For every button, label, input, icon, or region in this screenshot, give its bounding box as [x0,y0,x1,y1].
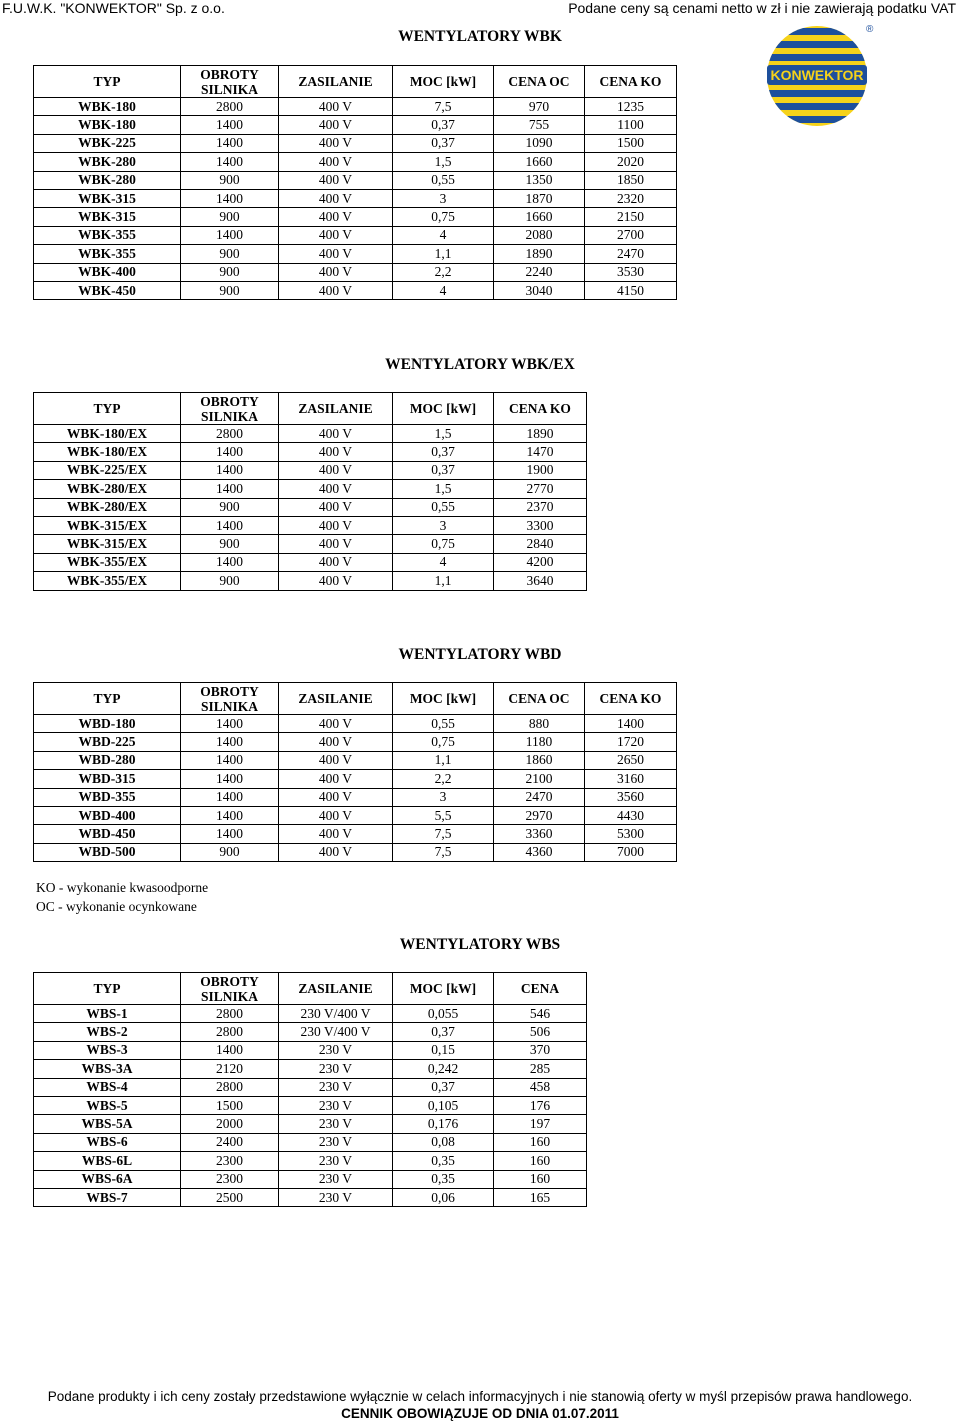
type-cell: WBS-1 [34,1005,181,1023]
value-cell: 2020 [585,153,677,171]
type-cell: WBS-7 [34,1188,181,1206]
value-cell: 4150 [585,281,677,299]
value-cell: 0,75 [393,733,494,751]
value-cell: 2400 [181,1133,279,1151]
table-row [34,498,587,516]
value-cell: 0,06 [393,1188,494,1206]
value-cell: 400 V [279,443,393,461]
value-cell: 3 [393,788,494,806]
type-cell: WBK-280 [34,153,181,171]
value-cell: 1100 [585,116,677,134]
value-cell: 197 [494,1115,587,1133]
value-cell: 400 V [279,263,393,281]
value-cell: 3530 [585,263,677,281]
price-note: Podane ceny są cenami netto w zł i nie zawierają podatku VAT [568,0,956,16]
value-cell: 900 [181,208,279,226]
value-cell: 230 V/400 V [279,1005,393,1023]
value-cell: 506 [494,1023,587,1041]
value-cell: 2100 [494,770,585,788]
column-header: TYP [34,393,181,425]
value-cell: 3360 [494,825,585,843]
column-header: CENA KO [585,66,677,98]
value-cell: 4 [393,226,494,244]
table-row [34,480,587,498]
table-row [34,461,587,479]
table-row [34,226,677,244]
company-name: F.U.W.K. "KONWEKTOR" Sp. z o.o. [2,0,225,16]
type-cell: WBK-225/EX [34,461,181,479]
value-cell: 400 V [279,843,393,861]
table-row [34,1115,587,1133]
column-header: CENA OC [494,683,585,715]
value-cell: 3 [393,516,494,534]
value-cell: 2650 [585,751,677,769]
value-cell: 1500 [585,134,677,152]
table-row [34,263,677,281]
value-cell: 230 V [279,1152,393,1170]
table-row [34,134,677,152]
value-cell: 230 V [279,1115,393,1133]
column-header: MOC [kW] [393,683,494,715]
value-cell: 400 V [279,171,393,189]
table-row [34,516,587,534]
value-cell: 400 V [279,116,393,134]
value-cell: 1860 [494,751,585,769]
value-cell: 2320 [585,189,677,207]
table-row [34,770,677,788]
type-cell: WBS-2 [34,1023,181,1041]
table-row [34,281,677,299]
price-table-wbk [33,65,677,300]
table-row [34,535,587,553]
table-row [34,425,587,443]
table-row [34,153,677,171]
value-cell: 880 [494,715,585,733]
type-cell: WBK-355/EX [34,553,181,571]
table-row [34,715,677,733]
table-row [34,733,677,751]
type-cell: WBK-315/EX [34,516,181,534]
value-cell: 1350 [494,171,585,189]
footer-valid-from: CENNIK OBOWIĄZUJE OD DNIA 01.07.2011 [341,1406,619,1421]
value-cell: 1400 [181,1041,279,1059]
value-cell: 1400 [181,751,279,769]
type-cell: WBK-355 [34,245,181,263]
value-cell: 4 [393,553,494,571]
value-cell: 2970 [494,806,585,824]
value-cell: 400 V [279,553,393,571]
table-row [34,443,587,461]
value-cell: 900 [181,535,279,553]
value-cell: 1900 [494,461,587,479]
value-cell: 1870 [494,189,585,207]
price-table-wbd [33,682,677,862]
table-row [34,751,677,769]
value-cell: 0,55 [393,715,494,733]
value-cell: 160 [494,1133,587,1151]
type-cell: WBS-5 [34,1096,181,1114]
value-cell: 900 [181,281,279,299]
column-header: MOC [kW] [393,973,494,1005]
value-cell: 1400 [181,461,279,479]
type-cell: WBK-315 [34,189,181,207]
value-cell: 285 [494,1060,587,1078]
value-cell: 3040 [494,281,585,299]
value-cell: 400 V [279,498,393,516]
value-cell: 2,2 [393,770,494,788]
table-header-row [34,683,677,715]
value-cell: 400 V [279,516,393,534]
value-cell: 1400 [181,189,279,207]
value-cell: 0,37 [393,134,494,152]
table-row [34,788,677,806]
value-cell: 2800 [181,425,279,443]
table-row [34,1041,587,1059]
value-cell: 0,75 [393,208,494,226]
value-cell: 0,176 [393,1115,494,1133]
section-title-wbk: WENTYLATORY WBK [398,28,562,45]
value-cell: 1400 [181,516,279,534]
table-header-row [34,393,587,425]
table-row [34,171,677,189]
value-cell: 900 [181,263,279,281]
type-cell: WBK-280/EX [34,480,181,498]
value-cell: 900 [181,498,279,516]
table-row [34,1170,587,1188]
value-cell: 4200 [494,553,587,571]
value-cell: 400 V [279,788,393,806]
value-cell: 1400 [181,443,279,461]
value-cell: 5300 [585,825,677,843]
value-cell: 2500 [181,1188,279,1206]
value-cell: 1180 [494,733,585,751]
value-cell: 1400 [181,825,279,843]
value-cell: 230 V/400 V [279,1023,393,1041]
value-cell: 400 V [279,98,393,116]
value-cell: 1400 [585,715,677,733]
column-header: OBROTY SILNIKA [181,66,279,98]
type-cell: WBD-225 [34,733,181,751]
type-cell: WBK-225 [34,134,181,152]
value-cell: 230 V [279,1060,393,1078]
type-cell: WBK-280 [34,171,181,189]
value-cell: 2150 [585,208,677,226]
value-cell: 370 [494,1041,587,1059]
value-cell: 1400 [181,480,279,498]
value-cell: 230 V [279,1170,393,1188]
value-cell: 4 [393,281,494,299]
table-row [34,1023,587,1041]
type-cell: WBK-400 [34,263,181,281]
type-cell: WBD-500 [34,843,181,861]
value-cell: 7000 [585,843,677,861]
value-cell: 1400 [181,116,279,134]
table-row [34,1005,587,1023]
value-cell: 1,5 [393,153,494,171]
table-row [34,1188,587,1206]
value-cell: 900 [181,171,279,189]
type-cell: WBK-315/EX [34,535,181,553]
value-cell: 400 V [279,245,393,263]
value-cell: 2800 [181,1078,279,1096]
table-row [34,116,677,134]
value-cell: 7,5 [393,825,494,843]
value-cell: 2770 [494,480,587,498]
section-title-wbs: WENTYLATORY WBS [399,936,561,953]
value-cell: 900 [181,245,279,263]
table-row [34,572,587,590]
value-cell: 400 V [279,806,393,824]
column-header: TYP [34,973,181,1005]
value-cell: 1,1 [393,751,494,769]
value-cell: 400 V [279,825,393,843]
table-row [34,843,677,861]
value-cell: 160 [494,1152,587,1170]
type-cell: WBK-180/EX [34,443,181,461]
column-header: TYP [34,66,181,98]
type-cell: WBK-180 [34,116,181,134]
table-header-row [34,973,587,1005]
value-cell: 2300 [181,1152,279,1170]
table-row [34,553,587,571]
value-cell: 400 V [279,715,393,733]
type-cell: WBS-3 [34,1041,181,1059]
value-cell: 900 [181,843,279,861]
value-cell: 2080 [494,226,585,244]
value-cell: 7,5 [393,843,494,861]
value-cell: 400 V [279,733,393,751]
value-cell: 3640 [494,572,587,590]
type-cell: WBD-400 [34,806,181,824]
value-cell: 1400 [181,153,279,171]
value-cell: 160 [494,1170,587,1188]
value-cell: 1850 [585,171,677,189]
value-cell: 0,37 [393,116,494,134]
value-cell: 400 V [279,751,393,769]
value-cell: 400 V [279,572,393,590]
value-cell: 176 [494,1096,587,1114]
value-cell: 5,5 [393,806,494,824]
value-cell: 400 V [279,281,393,299]
value-cell: 2000 [181,1115,279,1133]
column-header: CENA KO [585,683,677,715]
value-cell: 0,37 [393,1023,494,1041]
value-cell: 0,37 [393,1078,494,1096]
value-cell: 0,37 [393,443,494,461]
value-cell: 230 V [279,1133,393,1151]
value-cell: 755 [494,116,585,134]
table-row [34,189,677,207]
value-cell: 165 [494,1188,587,1206]
column-header: CENA KO [494,393,587,425]
value-cell: 400 V [279,153,393,171]
note-ko: KO - wykonanie kwasoodporne [36,880,209,895]
table-row [34,1096,587,1114]
value-cell: 1,1 [393,245,494,263]
value-cell: 2120 [181,1060,279,1078]
column-header: ZASILANIE [279,683,393,715]
value-cell: 7,5 [393,98,494,116]
table-row [34,1152,587,1170]
value-cell: 230 V [279,1078,393,1096]
value-cell: 1400 [181,553,279,571]
column-header: ZASILANIE [279,66,393,98]
value-cell: 3160 [585,770,677,788]
value-cell: 230 V [279,1188,393,1206]
value-cell: 1090 [494,134,585,152]
footer-disclaimer: Podane produkty i ich ceny zostały przedstawione wyłącznie w celach informacyjnych i nie stanowią oferty w myśl przepisów prawa handlowego. [47,1389,913,1404]
value-cell: 0,37 [393,461,494,479]
value-cell: 0,08 [393,1133,494,1151]
value-cell: 1660 [494,153,585,171]
column-header: OBROTY SILNIKA [181,393,279,425]
logo-text: KONWEKTOR [770,67,864,83]
value-cell: 400 V [279,208,393,226]
value-cell: 400 V [279,134,393,152]
value-cell: 1400 [181,733,279,751]
value-cell: 0,75 [393,535,494,553]
value-cell: 1,5 [393,425,494,443]
column-header: ZASILANIE [279,973,393,1005]
value-cell: 400 V [279,425,393,443]
value-cell: 2800 [181,1023,279,1041]
value-cell: 1660 [494,208,585,226]
value-cell: 4430 [585,806,677,824]
type-cell: WBK-315 [34,208,181,226]
table-row [34,208,677,226]
type-cell: WBS-6 [34,1133,181,1151]
value-cell: 400 V [279,226,393,244]
section-title-wbkex: WENTYLATORY WBK/EX [385,356,575,373]
type-cell: WBD-280 [34,751,181,769]
value-cell: 1235 [585,98,677,116]
type-cell: WBD-355 [34,788,181,806]
type-cell: WBK-355 [34,226,181,244]
table-row [34,1133,587,1151]
note-oc: OC - wykonanie ocynkowane [36,899,197,914]
column-header: ZASILANIE [279,393,393,425]
value-cell: 1890 [494,425,587,443]
type-cell: WBS-6L [34,1152,181,1170]
value-cell: 230 V [279,1096,393,1114]
table-row [34,806,677,824]
value-cell: 0,15 [393,1041,494,1059]
column-header: TYP [34,683,181,715]
registered-mark: ® [866,24,874,35]
value-cell: 2240 [494,263,585,281]
value-cell: 0,242 [393,1060,494,1078]
value-cell: 2,2 [393,263,494,281]
value-cell: 1720 [585,733,677,751]
value-cell: 458 [494,1078,587,1096]
value-cell: 230 V [279,1041,393,1059]
value-cell: 0,55 [393,498,494,516]
type-cell: WBK-180/EX [34,425,181,443]
table-header-row [34,66,677,98]
value-cell: 2470 [494,788,585,806]
value-cell: 1,1 [393,572,494,590]
value-cell: 1400 [181,806,279,824]
type-cell: WBK-355/EX [34,572,181,590]
type-cell: WBD-315 [34,770,181,788]
value-cell: 0,105 [393,1096,494,1114]
value-cell: 400 V [279,189,393,207]
table-row [34,1060,587,1078]
column-header: MOC [kW] [393,66,494,98]
value-cell: 0,055 [393,1005,494,1023]
value-cell: 2700 [585,226,677,244]
type-cell: WBS-6A [34,1170,181,1188]
value-cell: 1400 [181,770,279,788]
price-table-wbkex [33,392,587,591]
value-cell: 3 [393,189,494,207]
value-cell: 2370 [494,498,587,516]
value-cell: 1,5 [393,480,494,498]
value-cell: 0,35 [393,1152,494,1170]
value-cell: 400 V [279,461,393,479]
value-cell: 0,55 [393,171,494,189]
type-cell: WBD-180 [34,715,181,733]
value-cell: 2800 [181,98,279,116]
value-cell: 2470 [585,245,677,263]
column-header: CENA [494,973,587,1005]
table-row [34,825,677,843]
table-row [34,98,677,116]
value-cell: 1400 [181,788,279,806]
type-cell: WBS-3A [34,1060,181,1078]
value-cell: 400 V [279,535,393,553]
value-cell: 3300 [494,516,587,534]
value-cell: 1400 [181,715,279,733]
value-cell: 4360 [494,843,585,861]
value-cell: 2800 [181,1005,279,1023]
value-cell: 3560 [585,788,677,806]
value-cell: 546 [494,1005,587,1023]
value-cell: 2840 [494,535,587,553]
value-cell: 1400 [181,226,279,244]
type-cell: WBK-180 [34,98,181,116]
table-row [34,1078,587,1096]
value-cell: 0,35 [393,1170,494,1188]
value-cell: 1470 [494,443,587,461]
type-cell: WBS-5A [34,1115,181,1133]
table-row [34,245,677,263]
column-header: CENA OC [494,66,585,98]
section-title-wbd: WENTYLATORY WBD [398,646,562,663]
value-cell: 900 [181,572,279,590]
type-cell: WBK-280/EX [34,498,181,516]
column-header: OBROTY SILNIKA [181,683,279,715]
price-table-wbs [33,972,587,1207]
column-header: OBROTY SILNIKA [181,973,279,1005]
value-cell: 2300 [181,1170,279,1188]
value-cell: 970 [494,98,585,116]
value-cell: 400 V [279,770,393,788]
value-cell: 1400 [181,134,279,152]
value-cell: 1890 [494,245,585,263]
column-header: MOC [kW] [393,393,494,425]
type-cell: WBD-450 [34,825,181,843]
value-cell: 1500 [181,1096,279,1114]
type-cell: WBK-450 [34,281,181,299]
type-cell: WBS-4 [34,1078,181,1096]
value-cell: 400 V [279,480,393,498]
